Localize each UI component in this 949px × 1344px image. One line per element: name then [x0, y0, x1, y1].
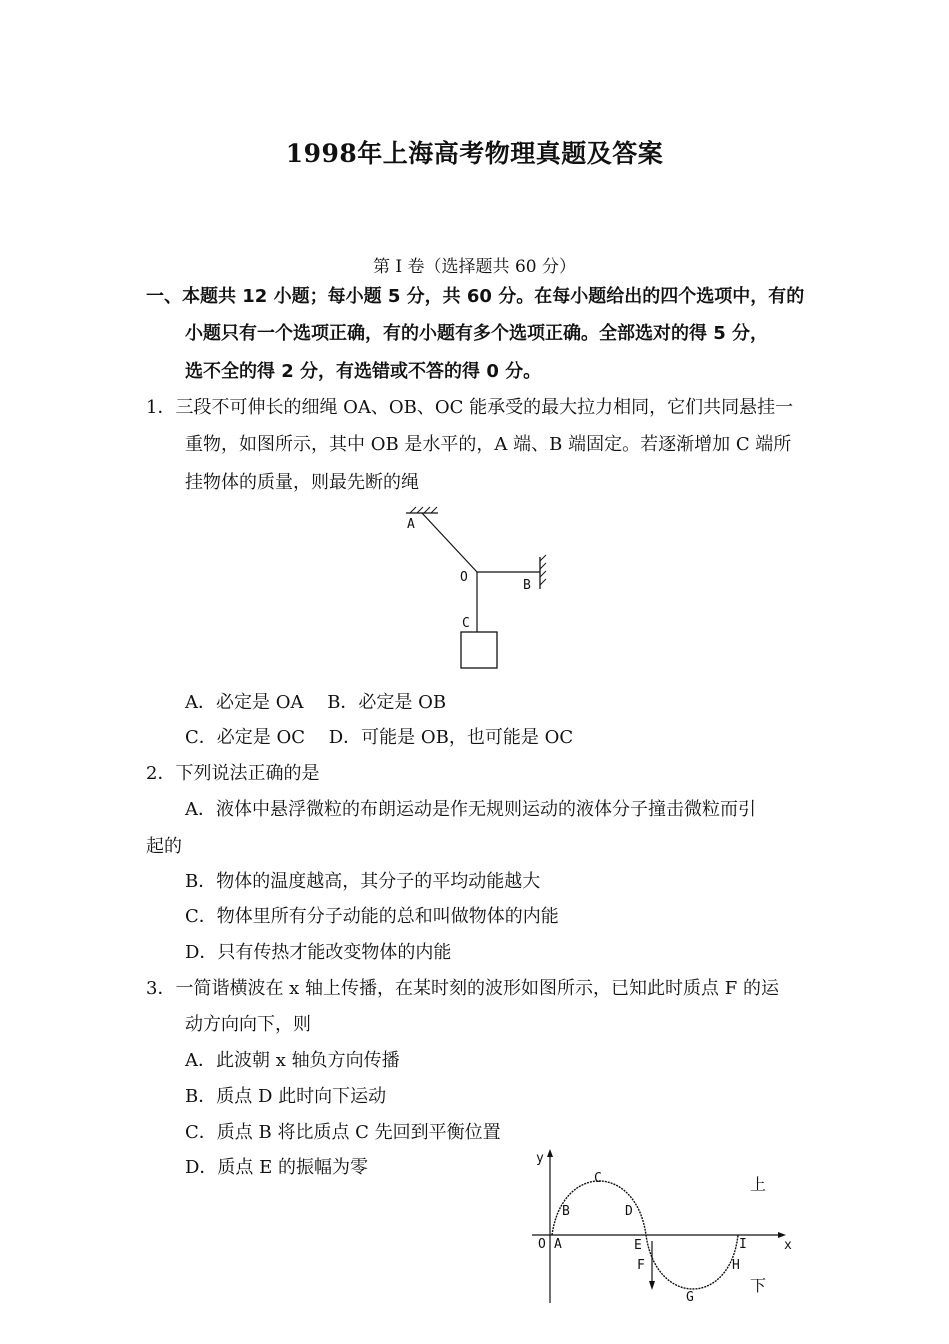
instructions-line-1: 一、本题共 12 小题；每小题 5 分，共 60 分。在每小题给出的四个选项中，有的 [146, 286, 805, 307]
q1-label-o: O [460, 570, 468, 585]
q3-label-up: 上 [750, 1175, 767, 1194]
q1-rope-diagram [398, 505, 558, 675]
q2-option-a: A．液体中悬浮微粒的布朗运动是作无规则运动的液体分子撞击微粒而引 [185, 799, 756, 820]
q3-label-i: I [739, 1237, 747, 1252]
q3-label-down: 下 [750, 1276, 767, 1295]
q3-option-c: C．质点 B 将比质点 C 先回到平衡位置 [185, 1122, 501, 1143]
q1-label-c: C [462, 616, 470, 631]
q1-label-a: A [407, 517, 415, 532]
q3-label-o: O [538, 1237, 546, 1252]
q3-stem-line-2: 动方向向下，则 [185, 1014, 311, 1035]
q3-option-d: D．质点 E 的振幅为零 [185, 1157, 369, 1178]
q3-label-a: A [554, 1237, 562, 1252]
q1-options-line-2: C．必定是 OC D．可能是 OB，也可能是 OC [185, 727, 574, 748]
q1-label-b: B [523, 578, 531, 593]
q3-stem-line-1: 3．一简谐横波在 x 轴上传播，在某时刻的波形如图所示，已知此时质点 F 的运 [146, 978, 779, 999]
q3-label-d: D [625, 1204, 633, 1219]
q1-stem-line-3: 挂物体的质量，则最先断的绳 [185, 472, 419, 493]
q2-option-d: D．只有传热才能改变物体的内能 [185, 942, 452, 963]
q3-label-c: C [594, 1171, 602, 1186]
q3-wave-diagram [528, 1145, 798, 1310]
q3-label-e: E [634, 1238, 642, 1253]
q3-option-a: A．此波朝 x 轴负方向传播 [185, 1050, 400, 1071]
q2-stem: 2．下列说法正确的是 [146, 763, 320, 784]
instructions-line-2: 小题只有一个选项正确，有的小题有多个选项正确。全部选对的得 5 分， [185, 323, 769, 344]
q3-label-g: G [686, 1290, 694, 1305]
page-title: 1998年上海高考物理真题及答案 [285, 139, 664, 168]
q2-option-b: B．物体的温度越高，其分子的平均动能越大 [185, 871, 541, 892]
q1-options-line-1: A．必定是 OA B．必定是 OB [185, 692, 447, 713]
q2-option-c: C．物体里所有分子动能的总和叫做物体的内能 [185, 906, 559, 927]
section-heading: 第 I 卷（选择题共 60 分） [373, 257, 576, 277]
q3-option-b: B．质点 D 此时向下运动 [185, 1086, 387, 1107]
q3-label-f: F [637, 1258, 645, 1273]
q3-label-h: H [732, 1258, 740, 1273]
q1-stem-line-2: 重物，如图所示，其中 OB 是水平的，A 端、B 端固定。若逐渐增加 C 端所 [185, 434, 792, 455]
q1-stem-line-1: 1．三段不可伸长的细绳 OA、OB、OC 能承受的最大拉力相同，它们共同悬挂一 [146, 397, 794, 418]
q3-label-b: B [562, 1204, 570, 1219]
q3-label-y: y [536, 1151, 544, 1166]
instructions-line-3: 选不全的得 2 分，有选错或不答的得 0 分。 [185, 361, 542, 382]
q2-option-a-cont: 起的 [146, 836, 182, 857]
q3-label-x: x [784, 1238, 792, 1253]
